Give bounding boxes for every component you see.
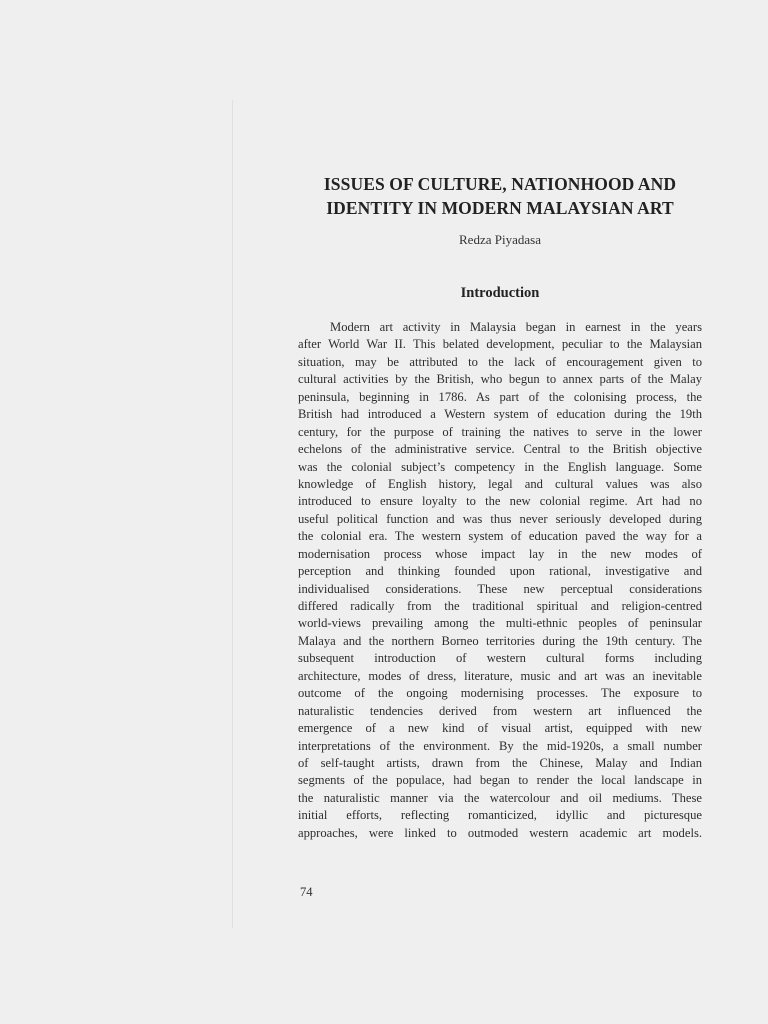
paragraph-line: segments of the populace, had began to render the local landscape in — [298, 773, 702, 788]
paragraph-line: individualised considerations. These new perceptual considerations — [298, 581, 702, 596]
paragraph-line: Modern art activity in Malaysia began in earnest in the years — [330, 320, 702, 334]
paragraph-line: naturalistic tendencies derived from western art influenced the — [298, 703, 702, 718]
paragraph-line: the colonial era. The western system of education paved the way for a — [298, 529, 702, 544]
paragraph-line: introduced to ensure loyalty to the new colonial regime. Art had no — [298, 494, 702, 509]
paragraph-line: outcome of the ongoing modernising processes. The exposure to — [298, 686, 702, 701]
paragraph-line: approaches, were linked to outmoded western academic art models. — [298, 825, 702, 840]
paragraph-line: emergence of a new kind of visual artist, equipped with new — [298, 721, 702, 736]
paragraph-line: after World War II. This belated development, peculiar to the Malaysian — [298, 337, 702, 352]
paragraph-line: world-views prevailing among the multi-ethnic peoples of peninsular — [298, 616, 702, 631]
title-line: IDENTITY IN MODERN MALAYSIAN ART — [326, 198, 674, 218]
section-heading: Introduction — [460, 285, 540, 301]
paragraph-line: interpretations of the environment. By the mid-1920s, a small number — [298, 738, 702, 753]
document-page — [298, 0, 702, 1024]
paragraph-line: century, for the purpose of training the natives to serve in the lower — [298, 424, 702, 439]
paragraph-line: the naturalistic manner via the watercolour and oil mediums. These — [298, 790, 702, 805]
paragraph-line: situation, may be attributed to the lack of encouragement given to — [298, 354, 702, 369]
paragraph-line: modernisation process whose impact lay in the new modes of — [298, 546, 702, 561]
title-line: ISSUES OF CULTURE, NATIONHOOD AND — [323, 174, 677, 194]
paragraph-line: was the colonial subject’s competency in the English language. Some — [298, 459, 702, 474]
author-name: Redza Piyadasa — [459, 232, 541, 247]
paragraph-line: cultural activities by the British, who begun to annex parts of the Malay — [298, 372, 702, 387]
paragraph-line: subsequent introduction of western cultural forms including — [298, 651, 702, 666]
paragraph-line: British had introduced a Western system of education during the 19th — [298, 407, 702, 422]
paragraph-line: knowledge of English history, legal and cultural values was also — [298, 476, 702, 491]
paragraph-line: echelons of the administrative service. Central to the British objective — [298, 442, 702, 457]
page-number: 74 — [300, 885, 313, 899]
paragraph-line: of self-taught artists, drawn from the Chinese, Malay and Indian — [298, 755, 702, 770]
paragraph-line: initial efforts, reflecting romanticized, idyllic and picturesque — [298, 808, 702, 823]
article-title — [298, 172, 702, 220]
paragraph-line: Malaya and the northern Borneo territories during the 19th century. The — [298, 633, 702, 648]
paragraph-line: differed radically from the traditional spiritual and religion-centred — [298, 599, 702, 613]
page-fold-line — [232, 100, 233, 928]
introduction-paragraph — [298, 319, 702, 842]
paragraph-line: peninsula, beginning in 1786. As part of the colonising process, the — [298, 389, 702, 404]
paragraph-line: useful political function and was thus never seriously developed during — [298, 511, 702, 526]
paragraph-line: architecture, modes of dress, literature, music and art was an inevitable — [298, 668, 702, 683]
paragraph-line: perception and thinking founded upon rational, investigative and — [298, 564, 702, 579]
